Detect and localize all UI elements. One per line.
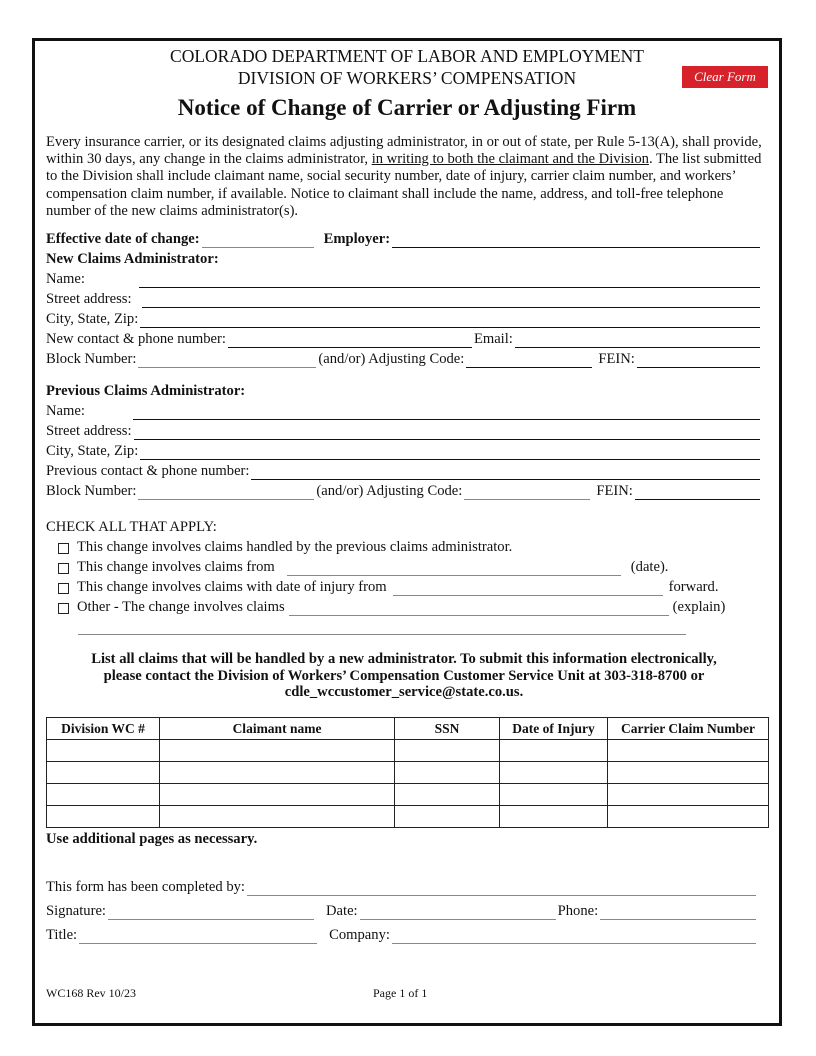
table-cell[interactable] — [500, 762, 608, 784]
prev-name-label: Name: — [46, 403, 85, 419]
clear-form-button[interactable]: Clear Form — [682, 66, 768, 88]
title-field[interactable] — [79, 929, 317, 944]
intro-paragraph — [46, 134, 766, 220]
claims-table — [46, 717, 769, 828]
effective-date-label: Effective date of change: — [46, 231, 200, 247]
table-row — [47, 740, 769, 762]
prev-block-label: Block Number: — [46, 483, 137, 499]
division-heading: DIVISION OF WORKERS’ COMPENSATION — [237, 68, 577, 88]
table-cell[interactable] — [500, 806, 608, 828]
company-field[interactable] — [392, 929, 756, 944]
prev-street-field[interactable] — [134, 425, 760, 440]
prev-city-field[interactable] — [140, 445, 760, 460]
intro-underlined: in writing to both the claimant and the Division — [371, 151, 649, 168]
explain-continuation-field[interactable] — [78, 620, 686, 635]
prev-fein-label: FEIN: — [596, 483, 633, 499]
page-number: Page 1 of 1 — [373, 986, 428, 1000]
date-field[interactable] — [360, 905, 556, 920]
col-ssn: SSN — [395, 718, 500, 740]
check-label-3: This change involves claims with date of injury from — [77, 579, 387, 595]
checkbox-other[interactable] — [58, 603, 69, 614]
prev-block-field[interactable] — [138, 485, 314, 500]
table-row — [47, 784, 769, 806]
city-label: City, State, Zip: — [46, 311, 139, 327]
check-suffix-4: (explain) — [672, 599, 726, 615]
new-name-field[interactable] — [139, 273, 760, 288]
new-fein-field[interactable] — [637, 353, 760, 368]
check-suffix-3: forward. — [668, 579, 719, 595]
email-field[interactable] — [515, 333, 760, 348]
table-header-row — [47, 718, 769, 740]
checkbox-claims-from[interactable] — [58, 563, 69, 574]
notice-line: please contact the Division of Workers’ Compensation Customer Service Unit at 303-318-8700 or — [103, 667, 705, 684]
adjusting-label: (and/or) Adjusting Code: — [318, 351, 465, 367]
new-adjusting-field[interactable] — [466, 353, 592, 368]
page-title: Notice of Change of Carrier or Adjusting Firm — [177, 95, 637, 120]
col-claimant-name: Claimant name — [160, 718, 395, 740]
table-cell[interactable] — [608, 784, 769, 806]
new-contact-label: New contact & phone number: — [46, 331, 226, 347]
completed-by-field[interactable] — [247, 881, 756, 896]
claims-notice — [46, 651, 762, 701]
table-cell[interactable] — [395, 784, 500, 806]
col-carrier-claim-number: Carrier Claim Number — [608, 718, 769, 740]
injury-date-field[interactable] — [393, 581, 663, 596]
table-cell[interactable] — [160, 740, 395, 762]
claims-from-date-field[interactable] — [287, 561, 621, 576]
new-admin-heading: New Claims Administrator: — [46, 251, 219, 267]
prev-adjusting-label: (and/or) Adjusting Code: — [316, 483, 463, 499]
table-row — [47, 762, 769, 784]
prev-name-field[interactable] — [133, 405, 760, 420]
notice-line: cdle_wccustomer_service@state.co.us. — [284, 684, 524, 700]
table-cell[interactable] — [160, 762, 395, 784]
additional-pages-note: Use additional pages as necessary. — [46, 831, 258, 847]
table-cell[interactable] — [500, 784, 608, 806]
table-cell[interactable] — [608, 806, 769, 828]
table-cell[interactable] — [47, 740, 160, 762]
prev-adjusting-field[interactable] — [464, 485, 590, 500]
street-label: Street address: — [46, 291, 132, 307]
intro-text-2: . The list submitted to the Division shall include claimant name, social security number, date of injury, carrier claim number, and workers’ compensation claim number, if available. Notice to claimant shall include the name, address, and toll-free telephone number of the new claims administrator(s). — [46, 151, 762, 219]
department-heading: COLORADO DEPARTMENT OF LABOR AND EMPLOYMENT — [170, 46, 644, 66]
employer-field[interactable] — [392, 233, 760, 248]
check-suffix-2: (date). — [630, 559, 669, 575]
table-cell[interactable] — [395, 806, 500, 828]
check-label-4: Other - The change involves claims — [77, 599, 285, 615]
signature-label: Signature: — [46, 903, 106, 919]
table-cell[interactable] — [395, 740, 500, 762]
new-contact-field[interactable] — [228, 333, 472, 348]
table-cell[interactable] — [500, 740, 608, 762]
prev-contact-label: Previous contact & phone number: — [46, 463, 250, 479]
email-label: Email: — [473, 331, 513, 347]
phone-field[interactable] — [600, 905, 756, 920]
check-label-2: This change involves claims from — [77, 559, 275, 575]
prev-fein-field[interactable] — [635, 485, 760, 500]
company-label: Company: — [329, 927, 390, 943]
col-division-wc: Division WC # — [47, 718, 160, 740]
new-city-field[interactable] — [140, 313, 760, 328]
prev-street-label: Street address: — [46, 423, 132, 439]
prev-admin-heading: Previous Claims Administrator: — [46, 383, 246, 399]
check-label-1: This change involves claims handled by the previous claims administrator. — [77, 539, 513, 555]
table-cell[interactable] — [608, 740, 769, 762]
table-cell[interactable] — [47, 806, 160, 828]
table-cell[interactable] — [395, 762, 500, 784]
other-explain-field[interactable] — [289, 601, 669, 616]
date-label: Date: — [326, 903, 358, 919]
table-cell[interactable] — [608, 762, 769, 784]
form-id: WC168 Rev 10/23 — [46, 986, 136, 1000]
employer-label: Employer: — [323, 231, 391, 247]
prev-city-label: City, State, Zip: — [46, 443, 139, 459]
phone-label: Phone: — [557, 903, 599, 919]
table-cell[interactable] — [47, 762, 160, 784]
checkbox-date-of-injury[interactable] — [58, 583, 69, 594]
prev-contact-field[interactable] — [251, 465, 760, 480]
check-heading: CHECK ALL THAT APPLY: — [46, 519, 217, 535]
title-label: Title: — [46, 927, 78, 943]
block-label: Block Number: — [46, 351, 137, 367]
col-date-of-injury: Date of Injury — [500, 718, 608, 740]
new-street-field[interactable] — [142, 293, 760, 308]
completed-by-label: This form has been completed by: — [46, 879, 245, 895]
table-cell[interactable] — [160, 784, 395, 806]
effective-date-field[interactable] — [202, 233, 314, 248]
notice-line: List all claims that will be handled by a new administrator. To submit this information electronically, — [91, 651, 717, 667]
table-row — [47, 806, 769, 828]
checkbox-previous-admin[interactable] — [58, 543, 69, 554]
signature-field[interactable] — [108, 905, 314, 920]
table-cell[interactable] — [160, 806, 395, 828]
table-cell[interactable] — [47, 784, 160, 806]
fein-label: FEIN: — [598, 351, 635, 367]
intro-text: Every insurance carrier, or its designated claims adjusting administrator, in or out of state, per Rule 5-13(A), shall provide, within 30 days, any change in the claims administrator, — [46, 134, 762, 168]
new-block-field[interactable] — [138, 353, 316, 368]
name-label: Name: — [46, 271, 85, 287]
